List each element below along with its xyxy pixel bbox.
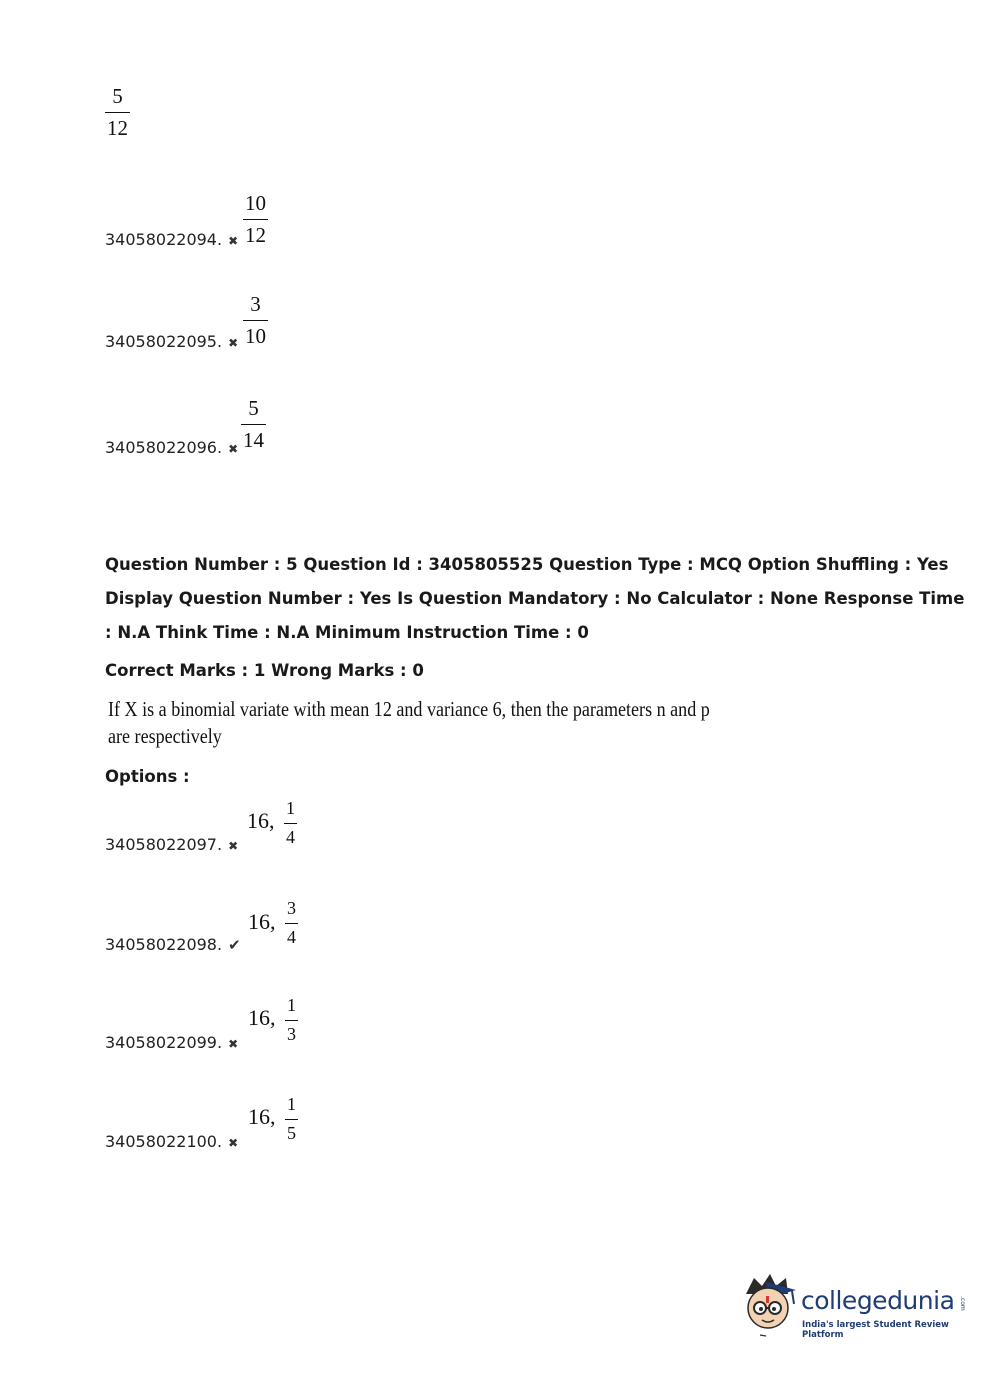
- option-fraction: [285, 995, 298, 1045]
- option-row: [105, 935, 241, 954]
- option-id: 34058022098.: [105, 935, 223, 954]
- logo-domain-suffix: .com: [959, 1296, 966, 1311]
- option-row: [105, 1033, 238, 1052]
- logo-wordmark: collegedunia: [801, 1286, 955, 1315]
- fraction-numerator: 1: [286, 798, 295, 818]
- fraction-denominator: 12: [107, 116, 128, 141]
- fraction-numerator: 10: [245, 191, 266, 215]
- question-meta-line: Question Number : 5 Question Id : 3405805525 Question Type : MCQ Option Shuffling : Yes: [105, 555, 949, 574]
- collegedunia-logo: [740, 1272, 980, 1342]
- options-label: Options :: [105, 767, 190, 786]
- question-text-line: are respectively: [108, 724, 222, 748]
- fraction-numerator: 1: [287, 1094, 296, 1114]
- fraction-denominator: 4: [287, 926, 296, 947]
- option-lead-number: 16,: [248, 1005, 276, 1030]
- option-lead-number: 16,: [248, 909, 276, 934]
- cross-icon: ✖: [228, 442, 239, 456]
- fraction-denominator: 3: [287, 1023, 296, 1044]
- fraction-denominator: 5: [287, 1122, 296, 1143]
- option-id: 34058022099.: [105, 1033, 223, 1052]
- option-fraction: [241, 396, 266, 453]
- fraction-denominator: 4: [286, 826, 295, 847]
- option-fraction: [285, 898, 298, 948]
- fraction-numerator: 3: [250, 292, 261, 316]
- fraction-numerator: 1: [287, 995, 296, 1015]
- fraction-numerator: 5: [248, 396, 259, 420]
- question-text-line: If X is a binomial variate with mean 12 and variance 6, then the parameters n and p: [108, 697, 710, 721]
- cross-icon: ✖: [228, 234, 239, 248]
- option-row: [105, 230, 238, 249]
- question-text: [108, 696, 710, 750]
- cross-icon: ✖: [228, 1136, 239, 1150]
- question-meta-line: Display Question Number : Yes Is Question Mandatory : No Calculator : None Response Time: [105, 589, 965, 608]
- option-lead-number: 16,: [247, 808, 275, 833]
- option-row: [105, 332, 238, 351]
- option-fraction: [243, 292, 268, 349]
- option-fraction: [284, 798, 297, 848]
- option-row: [105, 438, 238, 457]
- option-id: 34058022095.: [105, 332, 223, 351]
- previous-option-fraction: [105, 84, 130, 141]
- option-id: 34058022100.: [105, 1132, 223, 1151]
- fraction-denominator: 12: [245, 223, 266, 248]
- option-id: 34058022096.: [105, 438, 223, 457]
- option-fraction: [243, 191, 268, 248]
- fraction-numerator: 3: [287, 898, 296, 918]
- option-fraction: [285, 1094, 298, 1144]
- question-meta-line: : N.A Think Time : N.A Minimum Instruction Time : 0: [105, 623, 589, 642]
- logo-tagline: India's largest Student Review Platform: [802, 1320, 949, 1340]
- fraction-denominator: 14: [243, 428, 264, 453]
- check-icon: ✔: [228, 936, 241, 954]
- cross-icon: ✖: [228, 1037, 239, 1051]
- option-row: [105, 1132, 238, 1151]
- cross-icon: ✖: [228, 839, 239, 853]
- option-lead-number: 16,: [248, 1104, 276, 1129]
- fraction-denominator: 10: [245, 324, 266, 349]
- option-row: [105, 835, 238, 854]
- option-id: 34058022094.: [105, 230, 223, 249]
- cross-icon: ✖: [228, 336, 239, 350]
- option-id: 34058022097.: [105, 835, 223, 854]
- fraction-numerator: 5: [112, 84, 123, 108]
- marks-line: Correct Marks : 1 Wrong Marks : 0: [105, 661, 424, 680]
- mascot-icon: [740, 1272, 800, 1338]
